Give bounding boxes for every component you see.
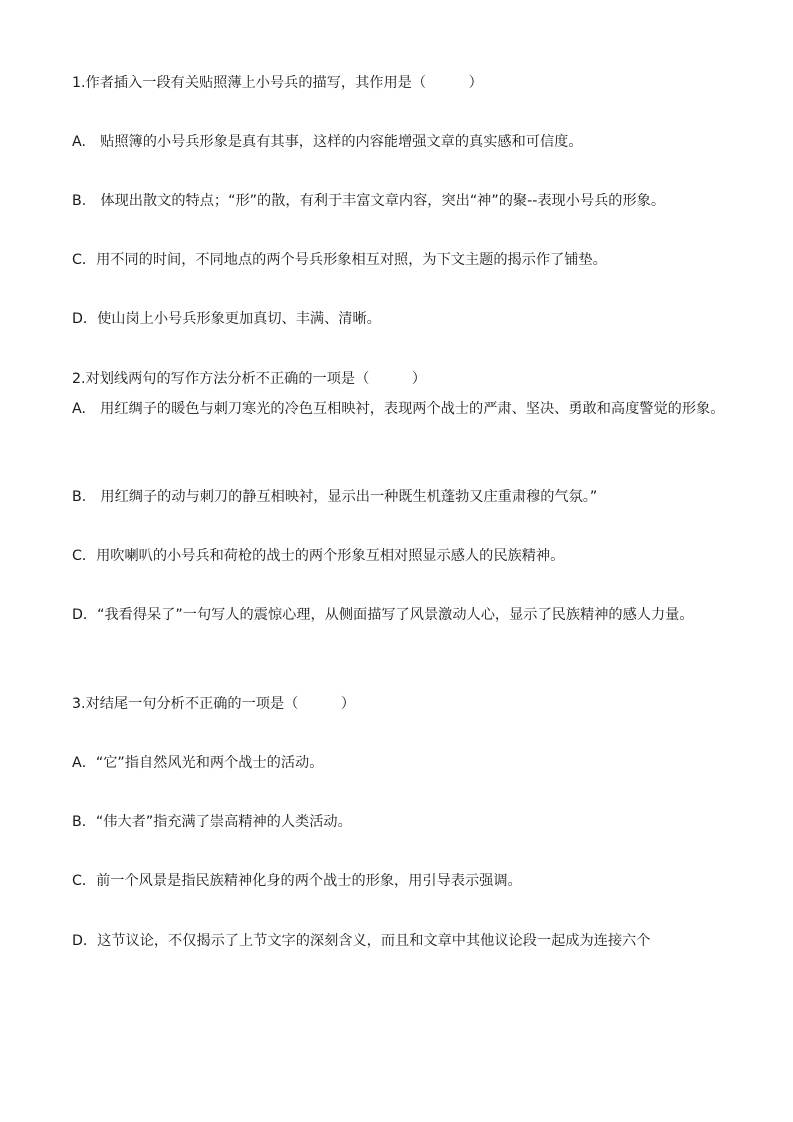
question-3-option-a: A．“它”指自然风光和两个战士的活动。 [72,755,324,771]
question-2-option-a: A. 用红绸子的暖色与刺刀寒光的冷色互相映衬，表现两个战士的严肃、坚决、勇敢和高度警觉的形象。 [72,401,725,417]
question-1-option-a: A. 贴照簿的小号兵形象是真有其事，这样的内容能增强文章的真实感和可信度。 [72,134,583,150]
question-3-option-d: D．这节议论，不仅揭示了上节文字的深刻含义，而且和文章中其他议论段一起成为连接六个 [72,933,651,949]
question-2-stem: 2.对划线两句的写作方法分析不正确的一项是（ ） [72,371,427,387]
question-1-option-b: B. 体现出散文的特点；“形”的散，有利于丰富文章内容，突出“神”的聚--表现小号兵的形象。 [72,193,666,209]
question-2-option-c: C．用吹喇叭的小号兵和荷枪的战士的两个形象互相对照显示感人的民族精神。 [72,548,565,564]
question-3-option-c: C．前一个风景是指民族精神化身的两个战士的形象，用引导表示强调。 [72,873,522,889]
question-2-option-b: B. 用红绸子的动与刺刀的静互相映衬，显示出一种既生机蓬勃又庄重肃穆的气氛。” [72,489,598,505]
question-1-stem: 1.作者插入一段有关贴照薄上小号兵的描写，其作用是（ ） [72,75,483,91]
question-2-option-d: D．“我看得呆了”一句写人的震惊心理，从侧面描写了风景激动人心，显示了民族精神的感人力量。 [72,607,694,623]
question-1-option-c: C．用不同的时间，不同地点的两个号兵形象相互对照，为下文主题的揭示作了铺垫。 [72,252,607,268]
question-1-option-d: D．使山岗上小号兵形象更加真切、丰满、清晰。 [72,311,381,327]
question-3-stem: 3.对结尾一句分析不正确的一项是（ ） [72,696,356,712]
question-3-option-b: B．“伟大者”指充满了崇高精神的人类活动。 [72,814,352,830]
